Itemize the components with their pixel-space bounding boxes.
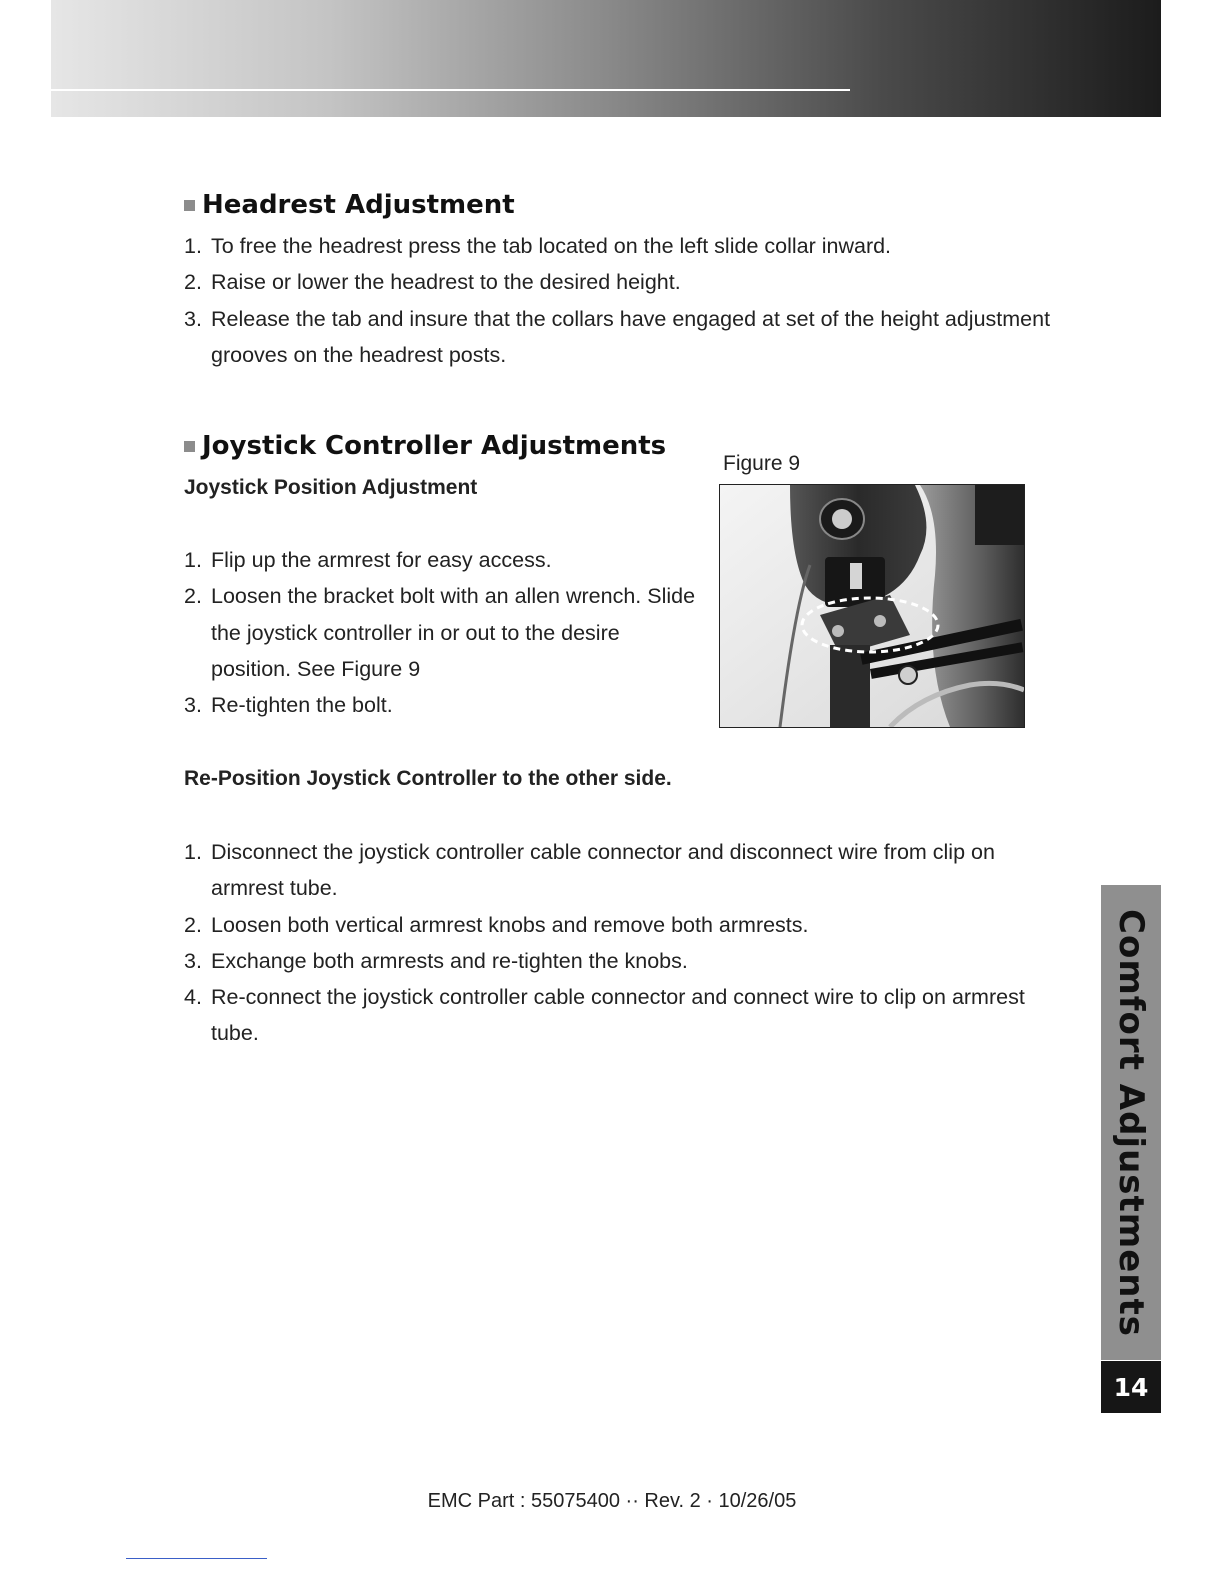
joystick-position-heading: Joystick Position Adjustment [184,476,478,499]
figure-9-photo [719,484,1025,728]
list-item: 1. Disconnect the joystick controller cable connector and disconnect wire from clip on armrest tube. [184,840,995,901]
reposition-steps [184,834,1044,1052]
list-item: 1. To free the headrest press the tab located on the left slide collar inward. [184,234,892,258]
joystick-bracket-photo-icon [720,485,1024,727]
list-item: 3. Re-tighten the bolt. [184,693,393,718]
list-item: 3. Exchange both armrests and re-tighten the knobs. [184,948,688,973]
list-item: 2. Loosen the bracket bolt with an allen wrench. Slide the joystick controller in or out to the desire position. See Figure 9 [184,584,696,681]
headrest-section-title [184,190,515,220]
list-item: 2. Raise or lower the headrest to the desired height. [184,270,681,295]
header-banner [51,0,1161,117]
figure-caption: Figure 9 [723,452,801,475]
footer-text: EMC Part : 55075400 ·· Rev. 2 · 10/26/05 [427,1490,797,1512]
section-side-tab [1101,885,1161,1360]
headrest-title-text: Headrest Adjustment [202,190,515,220]
joystick-section-title [184,431,666,461]
side-tab-label: Comfort Adjustments [1111,908,1151,1337]
headrest-steps [184,228,1054,373]
square-bullet-icon [184,441,195,452]
reposition-heading: Re-Position Joystick Controller to the other side. [184,767,672,790]
list-item: 3. Release the tab and insure that the collars have engaged at set of the height adjustment grooves on the headrest posts. [184,306,1051,367]
header-rule [51,89,850,91]
list-item: 1. Flip up the armrest for easy access. [184,548,552,572]
joystick-title-text: Joystick Controller Adjustments [202,431,667,461]
joystick-position-steps [184,542,704,723]
footer [0,1490,1224,1513]
list-item: 4. Re-connect the joystick controller cable connector and connect wire to clip on armrest tube. [184,985,1025,1046]
page-number: 14 [1101,1361,1161,1413]
bottom-rule [126,1558,267,1559]
list-item: 2. Loosen both vertical armrest knobs and remove both armrests. [184,912,809,937]
square-bullet-icon [184,200,195,211]
